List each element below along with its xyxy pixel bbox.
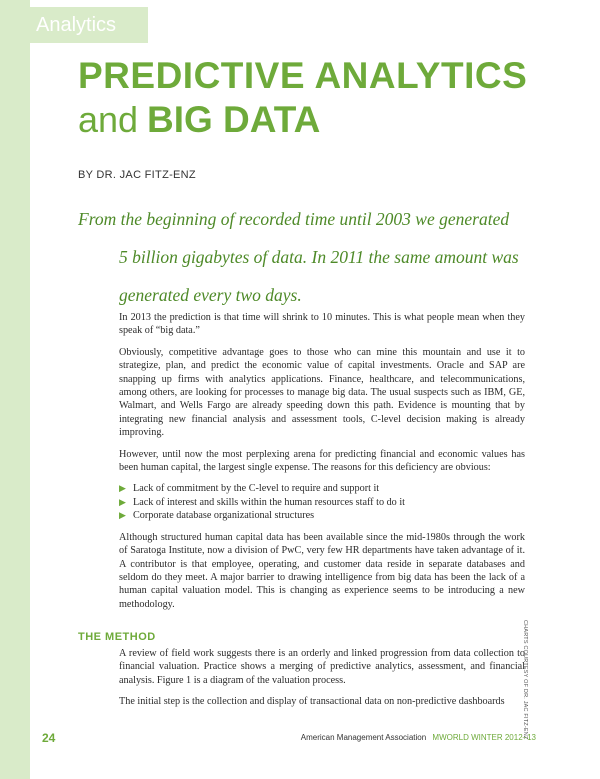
bullet-item <box>119 482 525 495</box>
title-line-1: PREDICTIVE ANALYTICS <box>78 55 528 96</box>
bullet-list <box>119 482 525 522</box>
bullet-text: Corporate database organizational structures <box>133 510 315 522</box>
bullet-text: Lack of interest and skills within the human resources staff to do it <box>133 496 405 508</box>
section-tab: Analytics <box>30 7 148 43</box>
pull-quote <box>78 200 538 314</box>
title-line-2 <box>78 98 558 143</box>
pull-quote-line-2: 5 billion gigabytes of data. In 2011 the same amount was <box>119 247 519 267</box>
bullet-item <box>119 509 525 522</box>
triangle-bullet-icon: ▶ <box>119 496 126 507</box>
title-and: and <box>78 99 139 140</box>
paragraph: In 2013 the prediction is that time will shrink to 10 minutes. This is what people mean when they speak of “big data.” <box>119 312 525 337</box>
footer-org: American Management Association <box>300 733 427 742</box>
triangle-bullet-icon: ▶ <box>119 483 126 494</box>
byline: BY DR. JAC FITZ-ENZ <box>78 169 196 181</box>
article-title <box>78 54 558 143</box>
pull-quote-line-3: generated every two days. <box>119 285 302 305</box>
title-big-data: BIG DATA <box>146 99 321 140</box>
image-credit: CHARTS COURTESY OF DR. JAC FITZ-ENZ <box>522 620 528 740</box>
paragraph: Obviously, competitive advantage goes to those who can mine this mountain and use it to strategize, plan, and predict the economic value of capital investments. Oracle and SAP are snapping up firms with analytics applications. Finance, healthcare, and telecommunications, among others, are looking for processes to manage big data. The usual suspects such as IBM, GE, Walmart, and Wells Fargo are already speeding down this path. Evidence is mounting that by integrating new financial analysis and assessment tools, C-level decision making is already improving. <box>119 346 525 439</box>
bullet-item <box>119 496 525 509</box>
paragraph: Although structured human capital data has been available since the mid-1980s through the work of Saratoga Institute, now a division of PwC, very few HR departments have taken advantage of it. A contributor is that employee, operating, and customer data reside in separate databases and seldom do they meet. A major barrier to drawing intelligence from big data has been the lack of a human capital valuation model. This is changing as experience seems to be introducing a new methodology. <box>119 531 525 610</box>
paragraph: However, until now the most perplexing arena for predicting financial and economic values has been human capital, the largest single expense. The reasons for this deficiency are obvious: <box>119 448 525 474</box>
triangle-bullet-icon: ▶ <box>119 510 126 521</box>
footer <box>301 733 536 742</box>
footer-publication: MWORLD WINTER 2012–13 <box>432 733 536 742</box>
paragraph: A review of field work suggests there is an orderly and linked progression from data collection to financial valuation. Practice shows a merging of predictive analytics, assessment, and financial analysis. Figure 1 is a diagram of the valuation process. <box>119 648 525 686</box>
article-body <box>119 311 525 619</box>
page-number: 24 <box>42 731 56 745</box>
pull-quote-line-1: From the beginning of recorded time until 2003 we generated <box>78 209 510 229</box>
section-heading: THE METHOD <box>78 631 156 643</box>
paragraph: The initial step is the collection and display of transactional data on non-predictive dashboards <box>119 696 505 708</box>
method-body <box>119 647 525 717</box>
bullet-text: Lack of commitment by the C-level to require and support it <box>133 483 380 495</box>
